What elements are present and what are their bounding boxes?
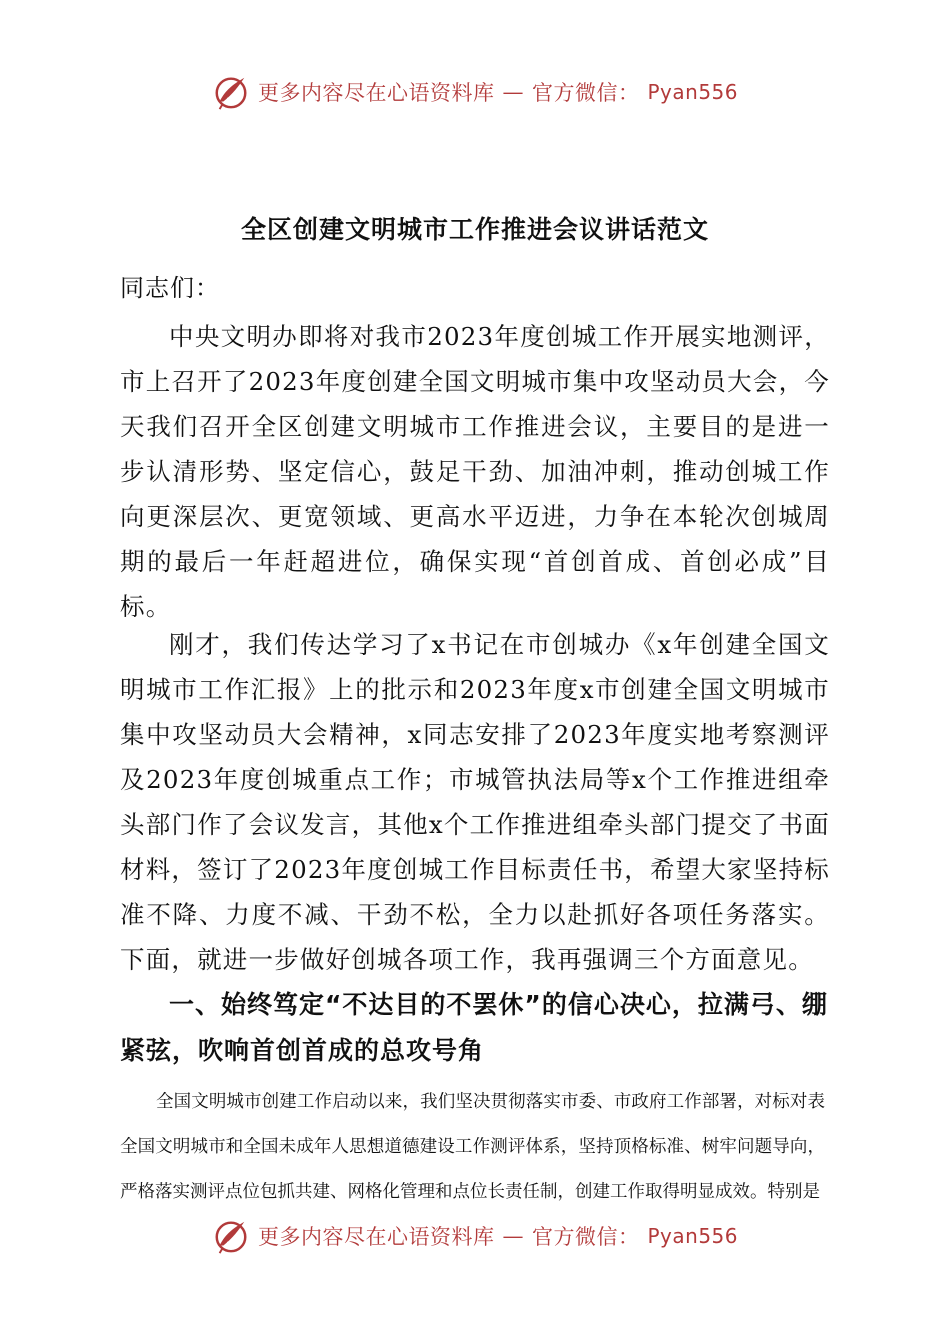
watermark-contact-id: Pyan556 bbox=[647, 80, 738, 104]
paragraph-3: 全国文明城市创建工作启动以来，我们坚决贯彻落实市委、市政府工作部署，对标对表全国文明城市和全国未成年人思想道德建设工作测评体系，坚持顶格标准、树牢问题导向，严格落实测评点位包抓共建、网格化管理和点位长责任制，创建工作取得明显成效。特别是 bbox=[120, 1092, 825, 1202]
section-heading-1: 一、始终笃定“不达目的不罢休”的信心决心，拉满弓、绷紧弦，吹响首创首成的总攻号角 bbox=[120, 990, 828, 1065]
footer-watermark bbox=[0, 1214, 950, 1258]
header-watermark bbox=[0, 70, 950, 114]
watermark-text: 更多内容尽在心语资料库 bbox=[257, 1225, 495, 1249]
paragraph-1: 中央文明办即将对我市2023年度创城工作开展实地测评，市上召开了2023年度创建全国文明城市集中攻坚动员大会，今天我们召开全区创建文明城市工作推进会议，主要目的是进一步认清形势、坚定信心，鼓足干劲、加油冲刺，推动创城工作向更深层次、更宽领域、更高水平迈进，力争在本轮次创城周期的最后一年赶超进位，确保实现“首创首成、首创必成”目标。 bbox=[120, 322, 830, 621]
watermark-contact-label: 官方微信： bbox=[531, 1225, 640, 1249]
watermark-contact-label: 官方微信： bbox=[531, 81, 640, 105]
watermark-text: 更多内容尽在心语资料库 bbox=[257, 81, 495, 105]
salutation: 同志们： bbox=[120, 274, 220, 302]
quill-swirl-logo-icon bbox=[212, 1217, 250, 1255]
document-title: 全区创建文明城市工作推进会议讲话范文 bbox=[240, 215, 709, 244]
watermark-contact-id: Pyan556 bbox=[647, 1224, 738, 1248]
watermark-separator: — bbox=[502, 80, 524, 104]
quill-swirl-logo-icon bbox=[212, 73, 250, 111]
watermark-separator: — bbox=[502, 1224, 524, 1248]
paragraph-2: 刚才，我们传达学习了x书记在市创城办《x年创建全国文明城市工作汇报》上的批示和2023年度x市创建全国文明城市集中攻坚动员大会精神，x同志安排了2023年度实地考察测评及2023年度创城重点工作；市城管执法局等x个工作推进组牵头部门作了会议发言，其他x个工作推进组牵头部门提交了书面材料，签订了2023年度创城工作目标责任书，希望大家坚持标准不降、力度不减、干劲不松，全力以赴抓好各项任务落实。下面，就进一步做好创城各项工作，我再强调三个方面意见。 bbox=[120, 630, 830, 974]
